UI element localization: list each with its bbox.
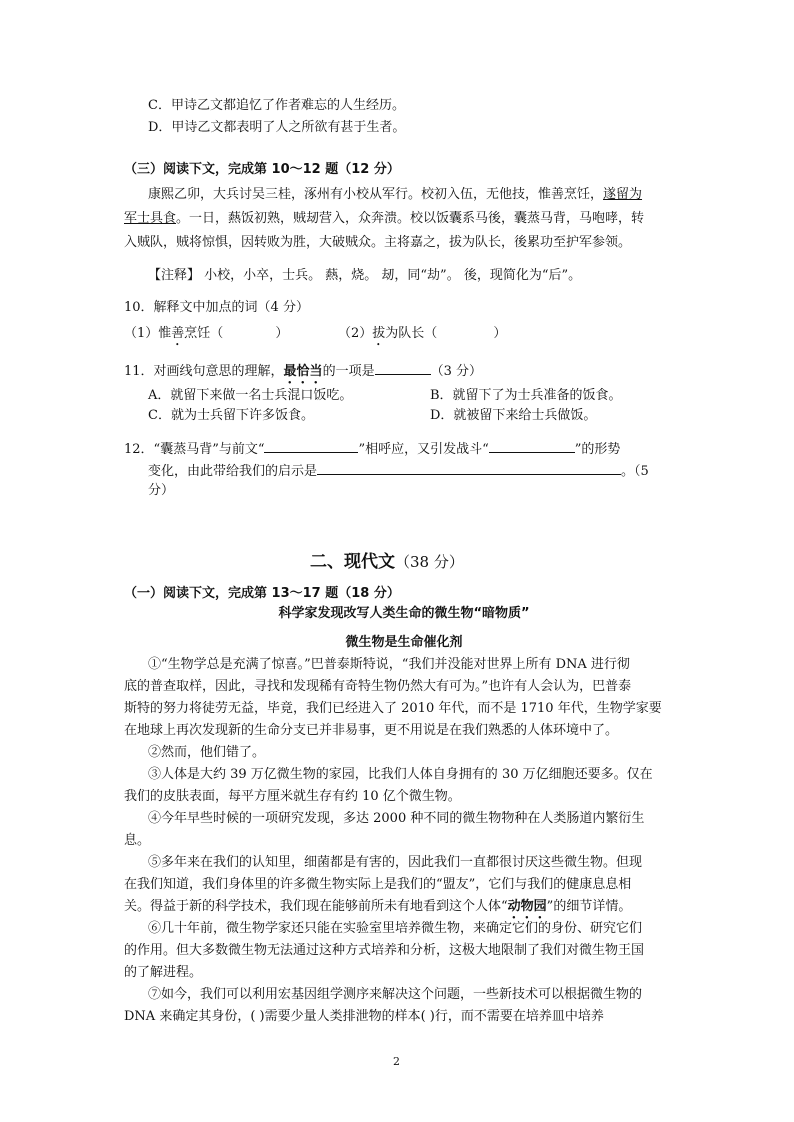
article-line: ⑦如今，我们可以利用宏基因组学测序来解决这个问题，一些新技术可以根据微生物的 <box>148 987 643 1002</box>
part2-title: 二、现代文（38 分） <box>310 552 464 572</box>
section3-heading: （三）阅读下文，完成第 10～12 题（12 分） <box>124 162 400 177</box>
article-line: 斯特的努力将徒劳无益，毕竟，我们已经进入了 2010 年代，而不是 1710 年代，生物学家要 <box>124 701 662 716</box>
annotation-note: 【注释】 小校，小卒，士兵。 爇，烧。 刼，同“劫”。 後，现简化为“后”。 <box>148 268 582 283</box>
article-title: 科学家发现改写人类生命的微生物“暗物质” <box>278 606 530 621</box>
article-line: 在我们知道，我们身体里的许多微生物实际上是我们的“盟友”，它们与我们的健康息息相 <box>124 877 632 892</box>
article-line: ③人体是大约 39 万亿微生物的家园，比我们人体自身拥有的 30 万亿细胞还要多。仅在 <box>148 767 653 782</box>
article-line: 的了解进程。 <box>124 965 203 980</box>
question-10-1: （1）惟善烹饪（ ） <box>124 326 289 341</box>
answer-blank-12a[interactable] <box>264 438 358 453</box>
question-11-option-a: A．就留下来做一名士兵混口饭吃。 <box>148 388 353 403</box>
article-line: DNA 来确定其身份，( )需要少量人类排泄物的样本( )行，而不需要在培养皿中培养 <box>124 1009 604 1024</box>
question-11: 11．对画线句意思的理解，最恰当的一项是 （3 分） <box>124 360 482 387</box>
part2-heading: （一）阅读下文，完成第 13～17 题（18 分） <box>124 586 400 601</box>
option-d: D．甲诗乙文都表明了人之所欲有甚于生者。 <box>148 120 406 135</box>
question-12-line-2: 变化，由此带给我们的启示是 。（5 <box>148 460 649 482</box>
article-subtitle: 微生物是生命催化剂 <box>345 635 463 650</box>
answer-blank-12b[interactable] <box>489 438 575 453</box>
article-line: ⑥几十年前，微生物学家还只能在实验室里培养微生物，来确定它们的身份、研究它们 <box>148 921 643 936</box>
passage-line-1: 康熙乙卯，大兵讨吴三桂，涿州有小校从军行。校初入伍，无他技，惟善烹饪，遂留为 <box>148 187 643 202</box>
article-line: ①“生物学总是充满了惊喜。”巴普泰斯特说，“我们并没能对世界上所有 DNA 进行彻 <box>148 657 630 672</box>
question-11-option-b: B．就留下了为士兵准备的饭食。 <box>430 388 622 403</box>
article-line: 底的普查取样，因此，寻找和发现稀有奇特生物仍然大有可为。”也许有人会认为，巴普泰 <box>124 679 632 694</box>
article-line: ④今年早些时候的一项研究发现，多达 2000 种不同的微生物物种在人类肠道内繁衍生 <box>148 811 645 826</box>
article-line: 的作用。但大多数微生物无法通过这种方式培养和分析，这极大地限制了我们对微生物王国 <box>124 943 645 958</box>
question-12-line-1: 12．“囊蒸马背”与前文“ ”相呼应，又引发战斗“ ”的形势 <box>124 438 620 460</box>
article-line: 我们的皮肤表面，每平方厘米就生存有约 10 亿个微生物。 <box>124 789 461 804</box>
article-line: 在地球上再次发现新的生命分支已并非易事，更不用说是在我们熟悉的人体环境中了。 <box>124 723 619 738</box>
passage-line-2: 军士具食。一日，爇饭初熟，贼刼营入，众奔溃。校以饭囊系马後，囊蒸马背，马咆哮，转 <box>124 211 645 226</box>
option-c: C．甲诗乙文都追忆了作者难忘的人生经历。 <box>148 98 405 113</box>
answer-blank-11[interactable] <box>375 360 431 375</box>
article-line: ⑤多年来在我们的认知里，细菌都是有害的，因此我们一直都很讨厌这些微生物。但现 <box>148 855 643 870</box>
article-line: 息。 <box>124 833 151 848</box>
article-line: 关。得益于新的科学技术，我们现在能够前所未有地看到这个人体“动物园”的细节详情。 <box>124 899 632 914</box>
answer-blank-12c[interactable] <box>317 460 621 475</box>
question-11-option-c: C．就为士兵留下许多饭食。 <box>148 408 314 423</box>
article-line: ②然而，他们错了。 <box>148 745 266 760</box>
passage-line-3: 入贼队，贼将惊惧，因转败为胜，大破贼众。主将嘉之，拔为队长，後累功至护军参领。 <box>124 235 632 250</box>
question-10: 10．解释文中加点的词（4 分） <box>124 300 309 315</box>
question-10-2: （2）拔为队长（ ） <box>338 326 507 341</box>
page-number: 2 <box>393 1055 400 1068</box>
question-12-line-3: 分） <box>148 483 175 498</box>
question-11-option-d: D．就被留下来给士兵做饭。 <box>430 408 597 423</box>
